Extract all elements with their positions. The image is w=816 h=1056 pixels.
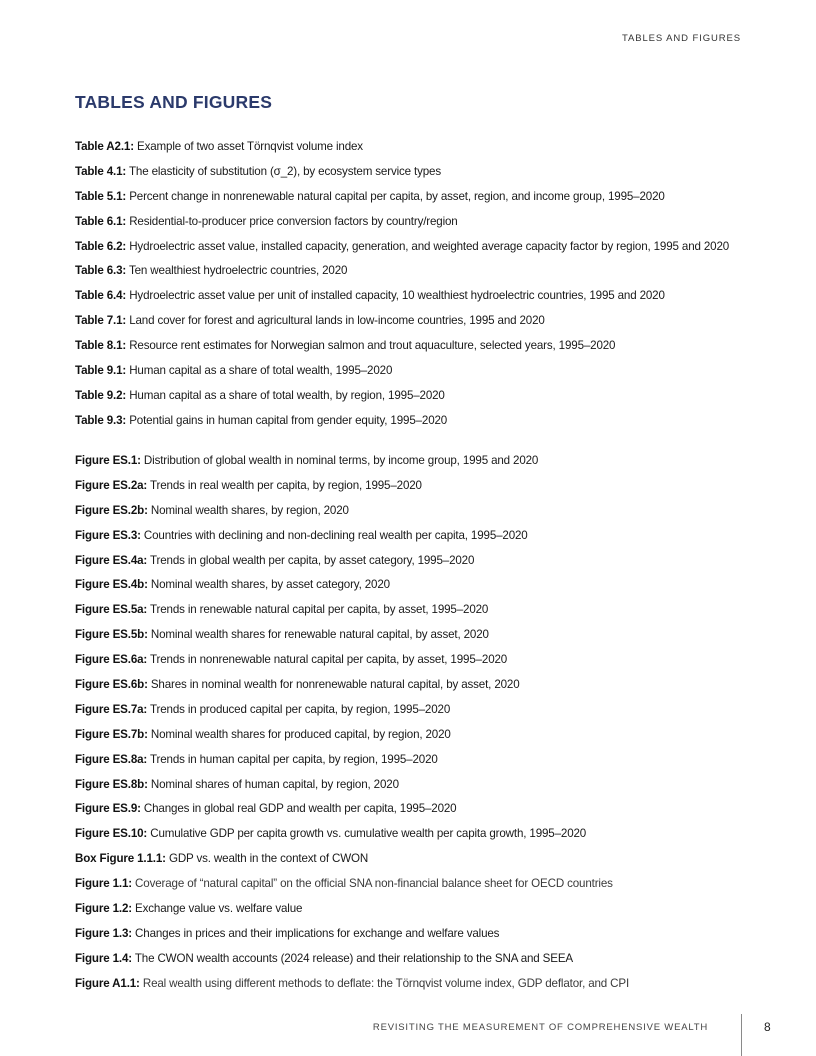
- figure-entry[interactable]: [75, 752, 796, 777]
- figure-entry[interactable]: [75, 777, 796, 802]
- figure-entry[interactable]: [75, 503, 796, 528]
- entry-label: Figure 1.2:: [75, 902, 132, 916]
- entry-text: Nominal wealth shares for renewable natural capital, by asset, 2020: [147, 628, 489, 642]
- entry-label: Figure ES.1:: [75, 454, 141, 467]
- table-entry[interactable]: [75, 288, 796, 313]
- entry-text: GDP vs. wealth in the context of CWON: [165, 852, 369, 866]
- entry-text: Resource rent estimates for Norwegian salmon and trout aquaculture, selected years, 1995–2020: [126, 339, 616, 353]
- entry-label: Table 6.4:: [75, 289, 127, 303]
- entry-label: Table 6.2:: [75, 239, 127, 253]
- entry-label: Figure ES.7a:: [75, 702, 148, 716]
- entry-text: Trends in real wealth per capita, by region, 1995–2020: [147, 478, 422, 492]
- figure-entry[interactable]: [75, 801, 796, 826]
- figure-entry[interactable]: [75, 926, 796, 951]
- entry-text: Hydroelectric asset value per unit of installed capacity, 10 wealthiest hydroelectric countries, 1995 and 2020: [126, 289, 665, 303]
- figure-entry[interactable]: [75, 727, 796, 752]
- entry-label: Figure ES.6a:: [75, 653, 148, 667]
- figure-entry[interactable]: [75, 553, 796, 578]
- figure-entry[interactable]: [75, 951, 796, 976]
- entry-label: Figure ES.5b:: [75, 628, 148, 642]
- entry-label: Figure ES.4a:: [75, 553, 148, 567]
- footer-report-title: REVISITING THE MEASUREMENT OF COMPREHENSIVE WEALTH: [372, 1022, 708, 1033]
- entry-label: Figure A1.1:: [75, 976, 140, 990]
- entry-text: Land cover for forest and agricultural lands in low-income countries, 1995 and 2020: [126, 314, 545, 328]
- entry-label: Figure ES.5a:: [75, 603, 148, 617]
- entry-text: Residential-to-producer price conversion factors by country/region: [126, 214, 458, 228]
- running-header: TABLES AND FIGURES: [622, 33, 741, 44]
- entry-text: The elasticity of substitution (σ_2), by ecosystem service types: [126, 164, 441, 178]
- entry-text: Trends in nonrenewable natural capital per capita, by asset, 1995–2020: [147, 653, 508, 667]
- entry-text: Ten wealthiest hydroelectric countries, 2020: [126, 264, 348, 278]
- entry-text: Trends in global wealth per capita, by asset category, 1995–2020: [147, 553, 475, 567]
- entry-text: Nominal wealth shares for produced capital, by region, 2020: [147, 727, 451, 741]
- entry-label: Figure ES.6b:: [75, 678, 148, 692]
- entry-text: Percent change in nonrenewable natural capital per capita, by asset, region, and income group, 1995–2020: [126, 189, 665, 203]
- entry-label: Table 7.1:: [75, 314, 127, 328]
- figure-entry[interactable]: [75, 876, 796, 901]
- entry-label: Table 9.2:: [75, 388, 127, 402]
- entry-text: Changes in global real GDP and wealth per capita, 1995–2020: [140, 802, 457, 816]
- entry-label: Table 6.3:: [75, 264, 127, 278]
- table-entry[interactable]: [75, 214, 796, 239]
- table-entry[interactable]: [75, 338, 796, 363]
- figure-entry[interactable]: [75, 577, 796, 602]
- entry-label: Figure ES.7b:: [75, 727, 148, 741]
- figure-entry[interactable]: [75, 976, 796, 1001]
- entry-text: Cumulative GDP per capita growth vs. cumulative wealth per capita growth, 1995–2020: [147, 827, 587, 841]
- figure-entry[interactable]: [75, 602, 796, 627]
- entry-text: Potential gains in human capital from gender equity, 1995–2020: [126, 413, 448, 427]
- entry-label: Figure ES.2a:: [75, 478, 148, 492]
- table-entry[interactable]: [75, 139, 796, 164]
- entry-text: Trends in produced capital per capita, by region, 1995–2020: [147, 702, 451, 716]
- entry-label: Figure ES.8a:: [75, 752, 148, 766]
- entry-text: Coverage of “natural capital” on the official SNA non-financial balance sheet for OECD countries: [131, 877, 613, 891]
- entry-label: Figure ES.2b:: [75, 503, 148, 517]
- figure-entry[interactable]: [75, 702, 796, 727]
- entry-text: Hydroelectric asset value, installed capacity, generation, and weighted average capacity factor by region, 1995 and 2020: [126, 239, 730, 253]
- entry-label: Table 4.1:: [75, 164, 127, 178]
- entry-text: Nominal wealth shares, by asset category, 2020: [147, 578, 390, 592]
- entry-label: Figure ES.8b:: [75, 777, 148, 791]
- entry-text: Distribution of global wealth in nominal terms, by income group, 1995 and 2020: [140, 454, 539, 467]
- table-entry[interactable]: [75, 313, 796, 338]
- figure-entry[interactable]: [75, 478, 796, 503]
- entry-text: The CWON wealth accounts (2024 release) and their relationship to the SNA and SEEA: [131, 951, 574, 965]
- figure-entry[interactable]: [75, 627, 796, 652]
- figure-entry[interactable]: [75, 677, 796, 702]
- entry-label: Figure 1.1:: [75, 877, 132, 891]
- table-entry[interactable]: [75, 164, 796, 189]
- figure-entry[interactable]: [75, 851, 796, 876]
- entry-text: Trends in renewable natural capital per capita, by asset, 1995–2020: [147, 603, 489, 617]
- entry-label: Table 8.1:: [75, 339, 127, 353]
- figures-list: [75, 453, 796, 1001]
- entry-label: Figure ES.4b:: [75, 578, 148, 592]
- entry-label: Table 6.1:: [75, 214, 127, 228]
- entry-label: Figure 1.4:: [75, 951, 132, 965]
- figure-entry[interactable]: [75, 826, 796, 851]
- figure-entry[interactable]: [75, 901, 796, 926]
- entry-text: Exchange value vs. welfare value: [131, 902, 303, 916]
- entry-text: Shares in nominal wealth for nonrenewable natural capital, by asset, 2020: [147, 678, 520, 692]
- entry-label: Box Figure 1.1.1:: [75, 852, 166, 866]
- entry-text: Human capital as a share of total wealth, by region, 1995–2020: [126, 388, 445, 402]
- entry-text: Countries with declining and non-declining real wealth per capita, 1995–2020: [140, 528, 528, 542]
- entry-label: Figure ES.10:: [75, 827, 148, 841]
- table-entry[interactable]: [75, 239, 796, 264]
- figure-entry[interactable]: [75, 652, 796, 677]
- table-entry[interactable]: [75, 263, 796, 288]
- entry-text: Changes in prices and their implications for exchange and welfare values: [131, 926, 500, 940]
- entry-text: Human capital as a share of total wealth, 1995–2020: [126, 364, 393, 378]
- entry-label: Figure 1.3:: [75, 926, 132, 940]
- entry-label: Table 5.1:: [75, 189, 127, 203]
- entry-text: Trends in human capital per capita, by region, 1995–2020: [147, 752, 438, 766]
- footer-divider: [741, 1014, 742, 1056]
- entry-text: Real wealth using different methods to deflate: the Törnqvist volume index, GDP deflator, and CPI: [139, 976, 630, 990]
- table-entry[interactable]: [75, 413, 796, 438]
- entry-label: Table A2.1:: [75, 140, 134, 153]
- figure-entry[interactable]: [75, 453, 796, 478]
- table-entry[interactable]: [75, 189, 796, 214]
- entry-label: Table 9.3:: [75, 413, 127, 427]
- entry-text: Nominal wealth shares, by region, 2020: [147, 503, 349, 517]
- figure-entry[interactable]: [75, 528, 796, 553]
- page-title: TABLES AND FIGURES: [75, 92, 273, 112]
- entry-label: Figure ES.3:: [75, 528, 141, 542]
- entry-text: Example of two asset Törnqvist volume index: [133, 140, 363, 153]
- tables-list: [75, 139, 796, 438]
- entry-label: Table 9.1:: [75, 364, 127, 378]
- entry-text: Nominal shares of human capital, by region, 2020: [147, 777, 399, 791]
- table-entry[interactable]: [75, 388, 796, 413]
- page-number: 8: [764, 1020, 771, 1034]
- entry-label: Figure ES.9:: [75, 802, 141, 816]
- table-entry[interactable]: [75, 363, 796, 388]
